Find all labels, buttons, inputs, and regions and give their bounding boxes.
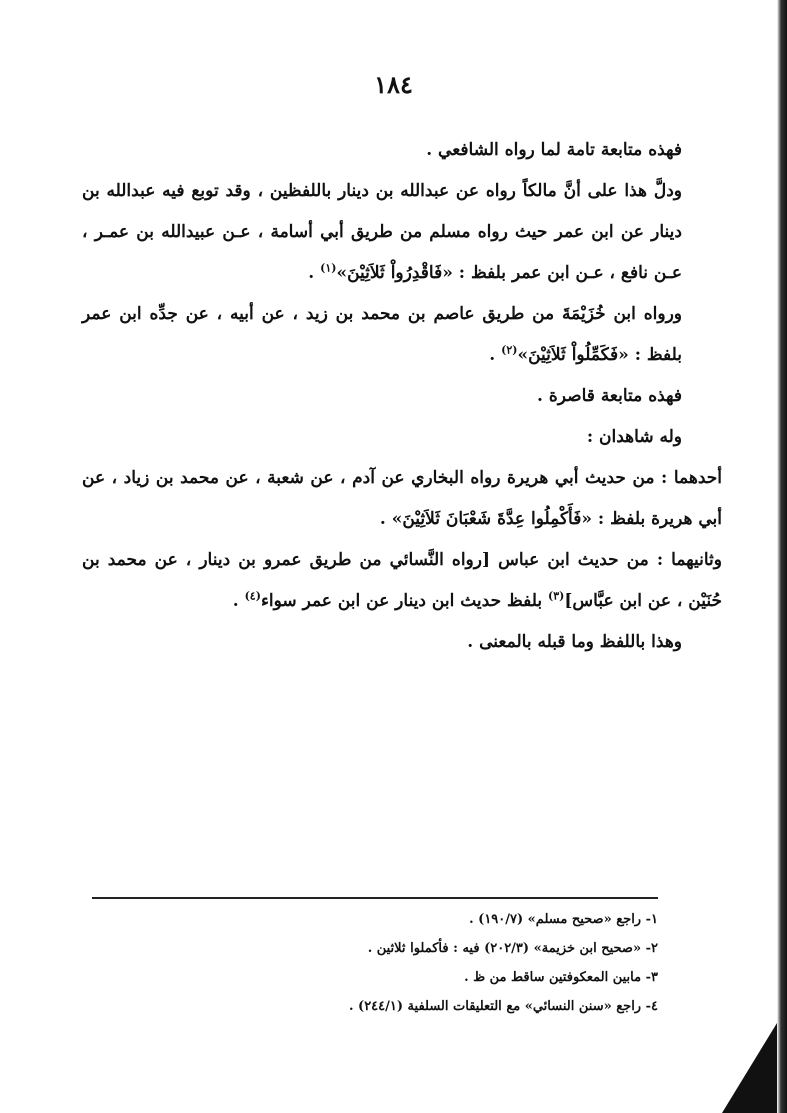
paragraph-text: بلفظ حديث ابن دينار عن ابن عمر سواء [260,591,549,611]
paragraph [82,171,722,294]
paragraph-text: ودلَّ هذا على أنَّ مالكاً رواه عن عبدالله بن دينار باللفظين ، وقد توبع فيه عبدالله بن دينار عن ابن عمر حيث رواه مسلم من طريق أبي أسامة ، عـن عبيدالله بن عمـر ، عـن نافع ، عـن ابن عمر بلفظ : «فَاقْدِرُواْ ثَلاَثِيْنَ» [82,181,682,283]
punctuation: . [308,263,321,283]
paragraph-text: وثانيهما : من حديث ابن عباس [رواه النَّسائي من طريق عمرو بن دينار ، عن محمد بن حُنَيْن ، عن ابن عبَّاس] [82,550,722,611]
scan-corner-shadow [722,1023,777,1113]
paragraph [82,622,722,663]
footnote: ٤- راجع «سنن النسائي» مع التعليقات السلفية (٢٤٤/١) . [348,999,658,1014]
paragraph-text: أحدهما : من حديث أبي هريرة رواه البخاري عن آدم ، عن شعبة ، عن محمد بن زياد ، عن أبي هريرة بلفظ : «فَأَكْمِلُوا عِدَّةَ شَعْبَانَ ثَلاَثِيْنَ» . [82,468,722,529]
paragraph-text: فهذه متابعة تامة لما رواه الشافعي . [426,140,682,160]
paragraph [82,540,722,622]
footnote-ref: (٢) [501,343,518,357]
paragraph [82,376,722,417]
punctuation: . [232,591,245,611]
footnote-ref: (١) [320,261,337,275]
paragraph [82,417,722,458]
paragraph [82,130,722,171]
paragraph [82,294,722,376]
page-number: ١٨٤ [374,70,413,99]
footnotes [92,905,658,1021]
punctuation: . [489,345,502,365]
paragraph-text: وهذا باللفظ وما قبله بالمعنى . [467,632,682,652]
footnote: ٢- «صحيح ابن خزيمة» (٢٠٢/٣) فيه : فأكملوا ثلاثين . [367,941,658,956]
paragraph-text: فهذه متابعة قاصرة . [537,386,682,406]
footnote-ref: (٣) [548,589,565,603]
paragraph [82,458,722,540]
main-text [82,130,722,663]
footnote-divider [92,897,658,899]
paragraph-text: ورواه ابن خُزَيْمَةَ من طريق عاصم بن محمد بن زيد ، عن أبيه ، عن جدِّه ابن عمر بلفظ : «فَكَمِّلُواْ ثَلاَثِيْنَ» [82,304,682,365]
footnote-ref: (٤) [244,589,261,603]
footnote: ٣- مابين المعكوفتين ساقط من ظ . [464,970,658,985]
footnote: ١- راجع «صحيح مسلم» (١٩٠/٧) . [469,912,658,927]
scan-edge [777,0,787,1113]
paragraph-text: وله شاهدان : [586,427,682,447]
